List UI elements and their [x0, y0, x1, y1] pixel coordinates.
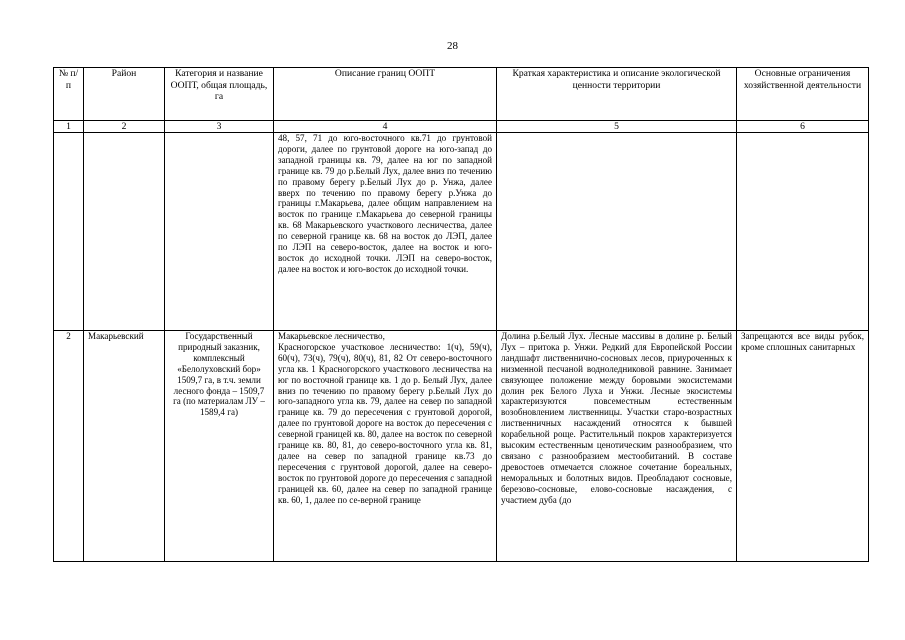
header-restrictions: Основные ограничения хозяйственной деятельности	[737, 68, 869, 121]
restrictions-text: Запрещаются все виды рубок, кроме сплошных санитарных	[737, 331, 869, 562]
column-number-row	[54, 121, 869, 133]
row-number: 2	[54, 331, 84, 562]
column-number: 5	[497, 121, 737, 133]
column-number: 3	[165, 121, 274, 133]
header-num: № п/п	[54, 68, 84, 121]
table-row-continuation	[54, 133, 869, 331]
column-number: 1	[54, 121, 84, 133]
category-name: Государственный природный заказник, комплексный «Белолуховский бор» 1509,7 га, в т.ч. земли лесного фонда – 1509,7 га (по материалам ЛУ – 1589,4 га)	[165, 331, 274, 562]
boundary-description-cell	[274, 331, 497, 562]
boundary-description-heading: Макарьевское лесничество,	[278, 331, 385, 341]
boundary-description: Красногорское участковое лесничество: 1(ч), 59(ч), 60(ч), 73(ч), 79(ч), 80(ч), 81, 82 От северо-восточного угла кв. 1 Красногорского участкового лесничества на юг по восточной границе кв. 1 до р. Белый Лух, далее вниз по течению по правому берегу р.Белый Лух до юго-западного угла кв. 79, далее на север по западной границе кв. 79 до пересечения с грунтовой дорогой, далее по грунтовой дороге на восток до пересечения с северной границей кв. 80, далее на восток по северной границе кв. 80, 81, до северо-восточного угла кв. 81, далее на север по западной границе кв.73 до пересечения с грунтовой дорогой, далее на северо-восток по грунтовой дороге до пересечения с западной границей кв. 60, далее на север по западной границе кв. 60, 1, далее по се-верной границе	[278, 341, 492, 505]
column-number: 4	[274, 121, 497, 133]
column-number: 6	[737, 121, 869, 133]
header-district: Район	[84, 68, 165, 121]
table-header-row	[54, 68, 869, 121]
header-category: Категория и название ООПТ, общая площадь, га	[165, 68, 274, 121]
header-boundaries: Описание границ ООПТ	[274, 68, 497, 121]
characteristics-text: Долина р.Белый Лух. Лесные массивы в долине р. Белый Лух – притока р. Унжи. Редкий для Европейской России ландшафт лиственнично-сосновых лесов, приуроченных к низменной песчаной водноледниковой равнине. Занимает связующее положение между боровыми экосистемами долин рек Белого Луха и Унжи. Лесные экосистемы характеризуются повсеместным естественным возобновлением лиственницы. Участки старо-возрастных лиственничных насаждений относятся к бывшей корабельной роще. Растительный покров характеризуется высоким естественным ценотическим разнообразием, что связано с разнообразием местообитаний. В составе древостоев отмечается сложное сочетание бореальных, неморальных и болотных видов. Преобладают сосновые, березово-сосновые, елово-сосновые насаждения, с участием дуба (до	[501, 331, 732, 505]
column-number: 2	[84, 121, 165, 133]
header-characteristics: Краткая характеристика и описание экологической ценности территории	[497, 68, 737, 121]
boundary-description-continuation: 48, 57, 71 до юго-восточного кв.71 до грунтовой дороги, далее по грунтовой дороге на юго-запад до западной границы кв. 79, далее на юг по западной границе кв. 79 до р.Белый Лух, далее вниз по течению по правому берегу р.Белый Лух до р. Унжа, далее вверх по течению по правому берегу р.Унжа до границы г.Макарьева, далее общим направлением на восток по границе г.Макарьева до северной границы кв. 68 Макарьевского участкового лесничества, далее по северной границе кв. 68 на восток до ЛЭП, далее по ЛЭП на северо-восток, далее на восток и юго-восток до исходной точки. ЛЭП на северо-восток, далее на восток и юго-восток до исходной точки.	[274, 133, 497, 331]
oopt-table	[53, 67, 869, 562]
table-row	[54, 331, 869, 562]
district-name: Макарьевский	[84, 331, 165, 562]
page-number: 28	[447, 40, 458, 52]
characteristics-cell	[497, 331, 737, 562]
